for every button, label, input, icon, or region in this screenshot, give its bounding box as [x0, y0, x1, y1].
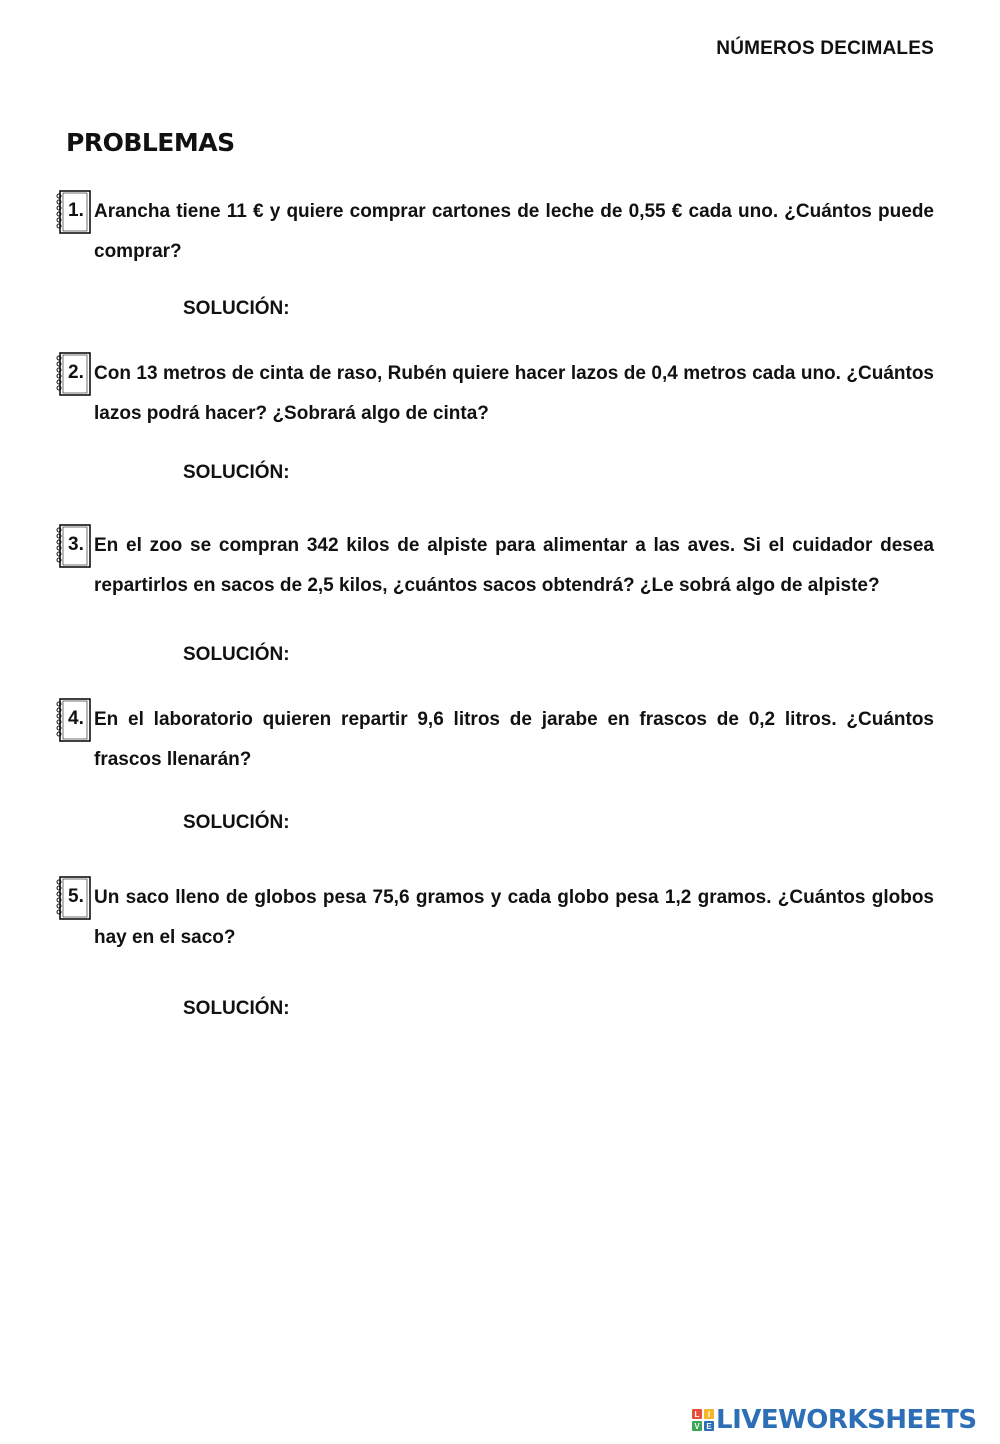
- logo-letter: I: [704, 1409, 714, 1419]
- problem-text: Un saco lleno de globos pesa 75,6 gramos y cada globo pesa 1,2 gramos. ¿Cuántos globos hay en el saco?: [94, 887, 934, 948]
- problem-item: [54, 190, 934, 272]
- solution-label: SOLUCIÓN:: [183, 298, 290, 319]
- problem-text: Con 13 metros de cinta de raso, Rubén quiere hacer lazos de 0,4 metros cada uno. ¿Cuántos lazos podrá hacer? ¿Sobrará algo de cinta?: [94, 363, 934, 424]
- notebook-icon: [54, 352, 92, 398]
- solution-label: SOLUCIÓN:: [183, 462, 290, 483]
- problem-text: En el zoo se compran 342 kilos de alpiste para alimentar a las aves. Si el cuidador desea repartirlos en sacos de 2,5 kilos, ¿cuántos sacos obtendrá? ¿Le sobrá algo de alpiste?: [94, 535, 934, 596]
- problem-number: 3.: [68, 534, 84, 555]
- problem-item: [54, 876, 934, 958]
- problem-number: 5.: [68, 886, 84, 907]
- worksheet-topic: NÚMEROS DECIMALES: [716, 38, 934, 59]
- problem-item: [54, 698, 934, 780]
- notebook-icon: [54, 190, 92, 236]
- notebook-icon: [54, 876, 92, 922]
- problem-text: En el laboratorio quieren repartir 9,6 litros de jarabe en frascos de 0,2 litros. ¿Cuántos frascos llenarán?: [94, 709, 934, 770]
- problem-item: [54, 524, 934, 606]
- notebook-icon: [54, 524, 92, 570]
- notebook-icon: [54, 698, 92, 744]
- solution-label: SOLUCIÓN:: [183, 812, 290, 833]
- logo-letter: V: [692, 1421, 702, 1431]
- problem-number: 2.: [68, 362, 84, 383]
- problem-number: 4.: [68, 708, 84, 729]
- solution-label: SOLUCIÓN:: [183, 998, 290, 1019]
- problem-number: 1.: [68, 200, 84, 221]
- problem-item: [54, 352, 934, 434]
- logo-letter: E: [704, 1421, 714, 1431]
- solution-label: SOLUCIÓN:: [183, 644, 290, 665]
- problem-text: Arancha tiene 11 € y quiere comprar cartones de leche de 0,55 € cada uno. ¿Cuántos puede comprar?: [94, 201, 934, 262]
- section-title: PROBLEMAS: [66, 128, 235, 157]
- logo-text: LIVEWORKSHEETS: [716, 1405, 977, 1435]
- liveworksheets-logo: [692, 1404, 977, 1436]
- logo-letter: L: [692, 1409, 702, 1419]
- logo-mark-icon: [692, 1409, 714, 1431]
